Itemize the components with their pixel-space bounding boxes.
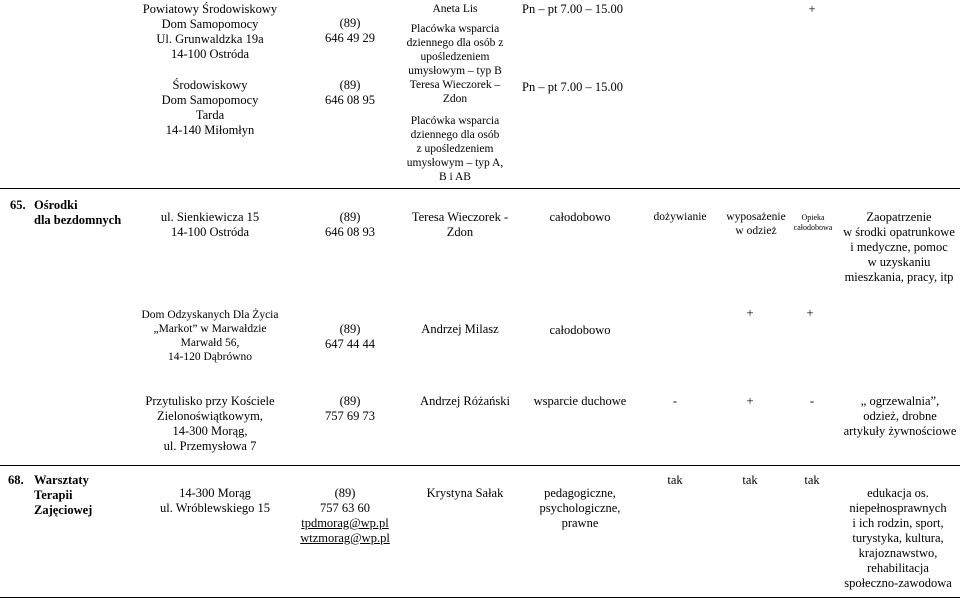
section-number: 65.: [10, 198, 26, 212]
contact-markot: Andrzej Milasz: [421, 322, 499, 336]
hours-sdom-tarda: Pn – pt 7.00 – 15.00: [522, 80, 624, 94]
divider: [0, 465, 960, 466]
contact-przytulisko: Andrzej Różański: [420, 394, 510, 408]
org-pszdom: Powiatowy Środowiskowy Dom Samopomocy Ul. Grunwaldzka 19a 14-100 Ostróda: [142, 2, 278, 61]
mode-sienkiewicza: całodobowo: [549, 210, 611, 224]
phone-sienkiewicza: (89) 646 08 93: [325, 210, 375, 239]
mode-wtz: pedagogiczne, psychologiczne, prawne: [539, 486, 621, 530]
yes-wtz-3: tak: [804, 473, 820, 487]
section-title: Warsztaty Terapii Zajęciowej: [34, 473, 93, 517]
contact-pszdom: Aneta Lis Placówka wsparcia dziennego dla osób z upośledzeniem umysłowym – typ B: [406, 3, 504, 77]
mode-przytulisko: wsparcie duchowe: [533, 394, 627, 408]
org-przytulisko: Przytulisko przy Kościele Zielonoświątkowym, 14-300 Morąg, ul. Przemysłowa 7: [145, 394, 275, 453]
plus-markot-2: +: [806, 306, 814, 320]
mode-markot: całodobowo: [549, 323, 611, 337]
other-przytulisko: „ ogrzewalnia”, odzież, drobne artykuły żywnościowe: [843, 394, 957, 438]
dash-przytulisko-1: -: [672, 394, 678, 408]
contact-wtz: Krystyna Sałak: [426, 486, 504, 500]
other-sienkiewicza: Zaopatrzenie w środki opatrunkowe i medyczne, pomoc w uzyskaniu mieszkania, pracy, itp: [843, 210, 955, 284]
plus-markot-1: +: [746, 306, 754, 320]
org-sdom-tarda: Środowiskowy Dom Samopomocy Tarda 14-140 Miłomłyn: [161, 78, 259, 137]
hours-pszdom: Pn – pt 7.00 – 15.00: [522, 2, 624, 16]
email-link-wtzmorag[interactable]: wtzmorag@wp.pl: [300, 531, 390, 545]
clothes-sienkiewicza: wyposażenie w odzież: [726, 211, 786, 237]
dash-przytulisko-2: -: [809, 394, 815, 408]
contact-sienkiewicza: Teresa Wieczorek - Zdon: [411, 210, 509, 239]
address-wroblewskiego: 14-300 Morąg ul. Wróblewskiego 15: [159, 486, 271, 515]
section-title: Ośrodki dla bezdomnych: [34, 198, 122, 227]
phone-markot: (89) 647 44 44: [325, 322, 375, 351]
care-sienkiewicza: Opieka całodobowa: [793, 213, 833, 232]
phone-sdom-tarda: (89) 646 08 95: [325, 78, 375, 107]
contacts-wtz: (89) 757 63 60 tpdmorag@wp.pl wtzmorag@wp.pl: [290, 486, 400, 546]
address-sienkiewicza: ul. Sienkiewicza 15 14-100 Ostróda: [160, 210, 260, 239]
contact-sdom-tarda: Teresa Wieczorek – Zdon Placówka wsparcia dziennego dla osób z upośledzeniem umysłowym – typ A, B i AB: [406, 79, 504, 183]
yes-wtz-1: tak: [667, 473, 683, 487]
yes-wtz-2: tak: [742, 473, 758, 487]
divider: [0, 597, 960, 598]
other-wtz: edukacja os. niepełnosprawnych i ich rodzin, sport, turystyka, kultura, krajoznawstwo, rehabilitacja społeczno-zawodowa: [844, 486, 952, 590]
plus-przytulisko: +: [746, 394, 754, 408]
org-markot: Dom Odzyskanych Dla Życia „Markot” w Marwałdzie Marwałd 56, 14-120 Dąbrówno: [141, 309, 279, 363]
phone-przytulisko: (89) 757 69 73: [325, 394, 375, 423]
section-number: 68.: [8, 473, 24, 487]
plus-mark: +: [808, 2, 816, 16]
divider: [0, 188, 960, 189]
email-link-tpdmorag[interactable]: tpdmorag@wp.pl: [301, 516, 389, 530]
phone-pszdom: (89) 646 49 29: [325, 16, 375, 45]
food-sienkiewicza: dożywianie: [653, 211, 707, 223]
